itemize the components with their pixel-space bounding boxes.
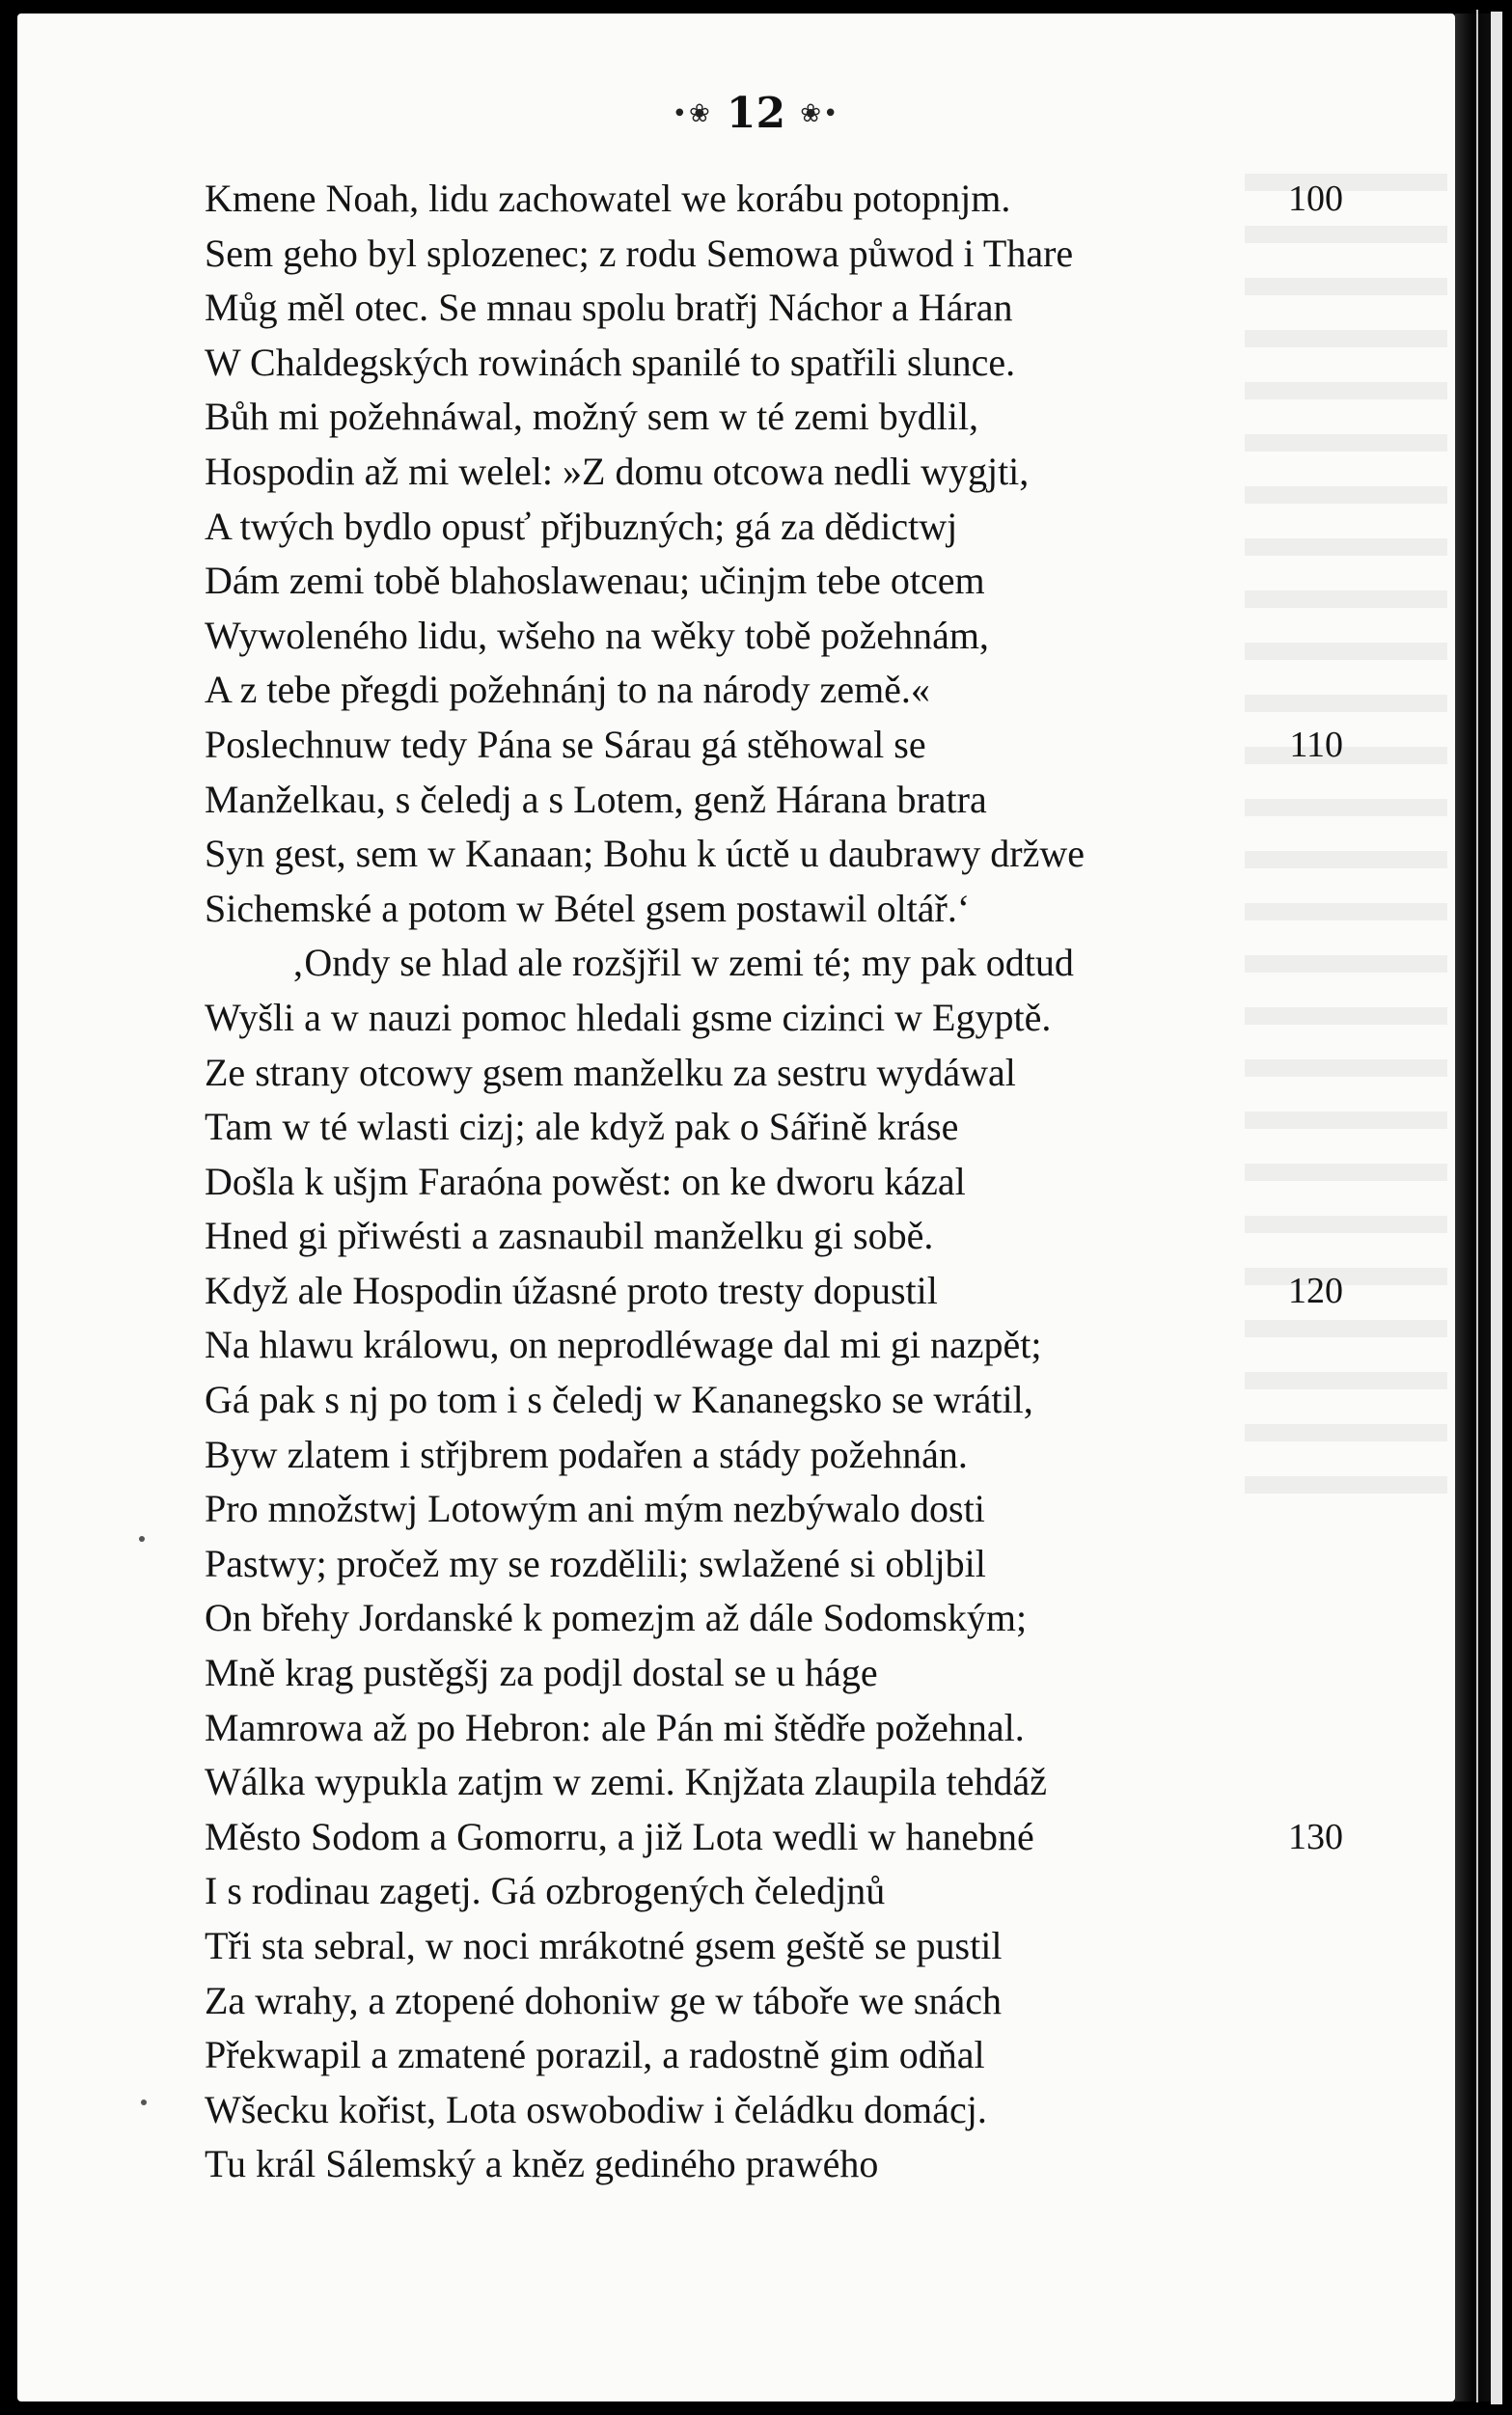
verse-line-text: On břehy Jordanské k pomezjm až dále Sodomským; <box>205 1596 1028 1640</box>
verse-line <box>205 1373 1343 1428</box>
verse-line-text: Byw zlatem i střjbrem podařen a stády požehnán. <box>205 1432 968 1476</box>
verse-line-text: Pro množstwj Lotowým ani mým nezbýwalo dosti <box>205 1487 985 1531</box>
verse-line <box>205 1537 1343 1592</box>
next-page-edge <box>1491 12 1502 2404</box>
verse-line-text: Ze strany otcowy gsem manželku za sestru wydáwal <box>205 1050 1016 1094</box>
line-number: 130 <box>1288 1816 1343 1857</box>
line-number: 110 <box>1289 724 1343 765</box>
verse-line-text: Sichemské a potom w Bétel gsem postawil oltář.‘ <box>205 886 971 930</box>
verse-line <box>205 1864 1343 1919</box>
verse-line <box>205 991 1343 1046</box>
verse-line-text: ‚Ondy se hlad ale rozšjřil w zemi té; my pak odtud <box>291 941 1074 985</box>
verse-line <box>205 336 1343 391</box>
verse-line-text: Tři sta sebral, w noci mrákotné gsem geště se pustil <box>205 1924 1003 1967</box>
verse-line-text: Hospodin až mi welel: »Z domu otcowa nedli wygjti, <box>205 449 1030 493</box>
verse-line <box>205 827 1343 882</box>
verse-line-text: Hned gi přiwésti a zasnaubil manželku gi sobě. <box>205 1214 934 1258</box>
verse-line-text: I s rodinau zagetj. Gá ozbrogených čeledjnů <box>205 1869 886 1913</box>
verse-line <box>205 1209 1343 1264</box>
verse-line <box>205 281 1343 336</box>
verse-line-text: A twých bydlo opusť přjbuzných; gá za dědictwj <box>205 504 958 548</box>
verse-line <box>205 1155 1343 1210</box>
verse-line-text: Wywoleného lidu, wšeho na wěky tobě požehnám, <box>205 613 989 657</box>
gutter-line <box>1476 10 1478 2402</box>
verse-line <box>205 2083 1343 2138</box>
verse-line-text: A z tebe přegdi požehnánj to na národy země.« <box>205 668 930 712</box>
verse-line-text: Wšecku kořist, Lota oswobodiw i čeládku domácj. <box>205 2087 987 2131</box>
verse-line <box>205 1318 1343 1373</box>
page-number: 12 <box>726 89 786 138</box>
verse-line-text: Dám zemi tobě blahoslawenau; učinjm tebe otcem <box>205 559 985 603</box>
ornament-left: •❀ <box>672 98 712 128</box>
verse-line-text: Wálka wypukla zatjm w zemi. Knjžata zlaupila tehdáž <box>205 1760 1047 1804</box>
verse-line-text: Poslechnuw tedy Pána se Sárau gá stěhowal se <box>205 722 926 766</box>
verse-line <box>205 773 1343 828</box>
verse-line <box>205 663 1343 718</box>
verse-line-text: Tu král Sálemský a kněz gediného prawého <box>205 2142 879 2186</box>
verse-line <box>205 1482 1343 1537</box>
verse-line <box>205 2137 1343 2192</box>
verse-line <box>205 500 1343 555</box>
verse-line-text: Tam w té wlasti cizj; ale když pak o Sářině kráse <box>205 1105 959 1149</box>
ornament-right: ❀• <box>800 98 840 128</box>
line-number: 120 <box>1288 1270 1343 1311</box>
verse-line-text: Za wrahy, a ztopené dohoniw ge w táboře we snách <box>205 1978 1002 2022</box>
verse-line-text: Překwapil a zmatené porazil, a radostně gim odňal <box>205 2033 985 2077</box>
verse-line-text: Město Sodom a Gomorru, a již Lota wedli w hanebné <box>205 1814 1034 1858</box>
verse-line-text: Sem geho byl splozenec; z rodu Semowa půwod i Thare <box>205 231 1074 275</box>
verse-line-text: Na hlawu králowu, on neprodléwage dal mi gi nazpět; <box>205 1323 1042 1367</box>
verse-line-text: Když ale Hospodin úžasné proto tresty dopustil <box>205 1268 938 1312</box>
verse-line <box>205 609 1343 664</box>
verse-line-text: Mně krag pustěgšj za podjl dostal se u háge <box>205 1651 878 1695</box>
verse-line <box>205 936 1343 991</box>
verse-line <box>205 172 1343 227</box>
verse-line <box>205 1810 1343 1865</box>
verse-line-text: Mamrowa až po Hebron: ale Pán mi štědře požehnal. <box>205 1705 1025 1749</box>
verse-line <box>205 1046 1343 1101</box>
verse-line-text: Bůh mi požehnáwal, možný sem w té zemi bydlil, <box>205 395 979 439</box>
verse-line <box>205 1755 1343 1810</box>
verse-line <box>205 1591 1343 1646</box>
verse-line-text: Pastwy; pročež my se rozdělili; swlažené si obljbil <box>205 1541 986 1585</box>
verse-line <box>205 390 1343 445</box>
verse-line-text: Manželkau, s čeledj a s Lotem, genž Hárana bratra <box>205 777 987 821</box>
verse-line <box>205 1919 1343 1974</box>
verse-line-text: Kmene Noah, lidu zachowatel we korábu potopnjm. <box>205 177 1011 220</box>
verse-line-text: Můg měl otec. Se mnau spolu bratřj Náchor a Háran <box>205 286 1013 330</box>
verse-line-text: Došla k ušjm Faraóna powěst: on ke dworu kázal <box>205 1159 966 1203</box>
verse-line <box>205 1974 1343 2029</box>
verse-line-text: W Chaldegských rowinách spanilé to spatřili slunce. <box>205 340 1016 384</box>
verse-line <box>205 1264 1343 1319</box>
page-header <box>0 89 1512 138</box>
verse-line <box>205 445 1343 500</box>
line-number: 100 <box>1288 178 1343 219</box>
verse-line <box>205 882 1343 937</box>
verse-line <box>205 554 1343 609</box>
verse-line-text: Wyšli a w nauzi pomoc hledali gsme cizinci w Egyptě. <box>205 995 1052 1039</box>
verse-line <box>205 227 1343 282</box>
verse-line <box>205 718 1343 773</box>
verse-line <box>205 1100 1343 1155</box>
verse-line-text: Gá pak s nj po tom i s čeledj w Kananegsko se wrátil, <box>205 1378 1033 1422</box>
verse-line <box>205 2028 1343 2083</box>
verse-line <box>205 1646 1343 1701</box>
specks <box>139 1536 145 1542</box>
verse-line-text: Syn gest, sem w Kanaan; Bohu k úctě u daubrawy držwe <box>205 832 1085 876</box>
verse-line <box>205 1428 1343 1483</box>
verse-line <box>205 1701 1343 1756</box>
specks <box>141 2099 147 2105</box>
poem-text <box>205 172 1343 2192</box>
